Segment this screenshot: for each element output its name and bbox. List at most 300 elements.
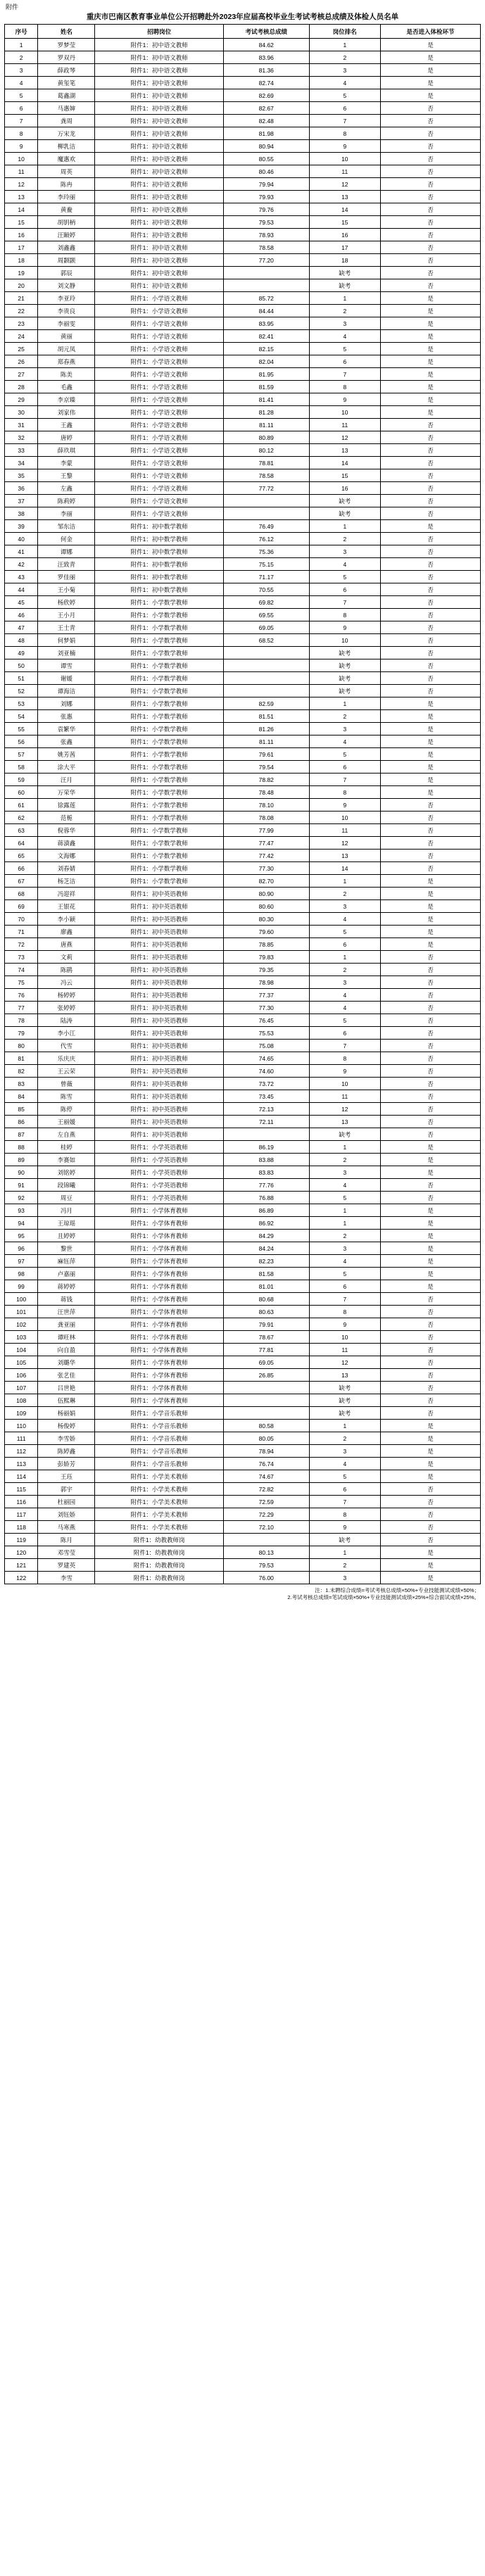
cell-post: 附件1：小学体育教师 [95, 1230, 224, 1242]
cell-index: 79 [5, 1027, 38, 1040]
cell-rank: 2 [309, 51, 380, 64]
cell-index: 71 [5, 926, 38, 938]
cell-rank: 1 [309, 1217, 380, 1230]
cell-pass: 是 [381, 748, 481, 761]
cell-post: 附件1：小学体育教师 [95, 1318, 224, 1331]
cell-index: 35 [5, 469, 38, 482]
table-row [5, 976, 481, 989]
table-row [5, 368, 481, 381]
cell-post: 附件1：小学美术教师 [95, 1483, 224, 1496]
cell-score: 78.81 [223, 457, 309, 469]
table-row [5, 545, 481, 558]
cell-name: 李丽雯 [38, 317, 95, 330]
cell-pass: 否 [381, 1483, 481, 1496]
cell-score: 80.68 [223, 1293, 309, 1306]
cell-index: 88 [5, 1141, 38, 1154]
cell-name: 乐庆庆 [38, 1052, 95, 1065]
cell-score: 72.11 [223, 1116, 309, 1128]
cell-score: 80.30 [223, 913, 309, 926]
cell-rank: 10 [309, 1078, 380, 1090]
cell-index: 26 [5, 355, 38, 368]
cell-index: 86 [5, 1116, 38, 1128]
cell-score: 82.67 [223, 102, 309, 115]
cell-rank: 9 [309, 1521, 380, 1534]
cell-score: 81.95 [223, 368, 309, 381]
cell-post: 附件1：初中语文教师 [95, 89, 224, 102]
table-row [5, 1470, 481, 1483]
cell-name: 葛鑫湖 [38, 89, 95, 102]
table-row [5, 305, 481, 317]
cell-rank: 4 [309, 1255, 380, 1268]
cell-score: 81.01 [223, 1280, 309, 1293]
cell-post: 附件1：小学体育教师 [95, 1217, 224, 1230]
cell-rank: 缺考 [309, 267, 380, 279]
cell-post: 附件1：幼教教师岗 [95, 1572, 224, 1584]
cell-index: 46 [5, 609, 38, 621]
cell-post: 附件1：小学语文教师 [95, 317, 224, 330]
cell-rank: 5 [309, 571, 380, 583]
cell-pass: 否 [381, 976, 481, 989]
cell-rank: 14 [309, 457, 380, 469]
cell-name: 何梦娟 [38, 634, 95, 647]
cell-name: 谭娜 [38, 545, 95, 558]
cell-pass: 是 [381, 1432, 481, 1445]
cell-index: 122 [5, 1572, 38, 1584]
cell-index: 24 [5, 330, 38, 343]
table-row [5, 1154, 481, 1166]
cell-index: 61 [5, 799, 38, 812]
cell-name: 柳乳洁 [38, 140, 95, 153]
cell-pass: 否 [381, 1496, 481, 1508]
cell-score: 85.72 [223, 292, 309, 305]
cell-rank: 3 [309, 976, 380, 989]
cell-post: 附件1：小学语文教师 [95, 507, 224, 520]
table-row [5, 102, 481, 115]
cell-index: 40 [5, 533, 38, 545]
cell-post: 附件1：初中语文教师 [95, 64, 224, 77]
cell-name: 张鑫 [38, 735, 95, 748]
cell-score: 74.67 [223, 1470, 309, 1483]
cell-rank: 1 [309, 292, 380, 305]
cell-pass: 否 [381, 267, 481, 279]
cell-index: 18 [5, 254, 38, 267]
cell-score: 78.58 [223, 241, 309, 254]
cell-index: 43 [5, 571, 38, 583]
cell-index: 34 [5, 457, 38, 469]
cell-score: 77.47 [223, 837, 309, 850]
cell-pass: 否 [381, 482, 481, 495]
cell-name: 黄鲞 [38, 203, 95, 216]
cell-score: 80.05 [223, 1432, 309, 1445]
table-row [5, 799, 481, 812]
cell-name: 周英 [38, 165, 95, 178]
cell-index: 59 [5, 774, 38, 786]
cell-score: 78.85 [223, 938, 309, 951]
cell-rank: 4 [309, 735, 380, 748]
cell-pass: 是 [381, 520, 481, 533]
cell-score: 82.74 [223, 77, 309, 89]
cell-pass: 否 [381, 545, 481, 558]
cell-rank: 2 [309, 1432, 380, 1445]
cell-name: 左鑫 [38, 482, 95, 495]
cell-index: 81 [5, 1052, 38, 1065]
cell-score: 76.45 [223, 1014, 309, 1027]
cell-pass: 否 [381, 1065, 481, 1078]
cell-rank: 缺考 [309, 659, 380, 672]
cell-index: 67 [5, 875, 38, 888]
cell-score: 81.51 [223, 710, 309, 723]
cell-score [223, 279, 309, 292]
cell-rank: 1 [309, 1204, 380, 1217]
table-row [5, 216, 481, 229]
cell-score: 81.41 [223, 393, 309, 406]
cell-index: 57 [5, 748, 38, 761]
cell-pass: 是 [381, 1217, 481, 1230]
cell-name: 曾薇 [38, 1078, 95, 1090]
cell-pass: 否 [381, 951, 481, 964]
table-row [5, 685, 481, 697]
cell-post: 附件1：幼教教师岗 [95, 1534, 224, 1546]
cell-name: 王小月 [38, 609, 95, 621]
cell-post: 附件1：初中数学教师 [95, 533, 224, 545]
cell-index: 30 [5, 406, 38, 419]
cell-rank: 缺考 [309, 495, 380, 507]
cell-post: 附件1：小学数学教师 [95, 647, 224, 659]
cell-post: 附件1：小学音乐教师 [95, 1407, 224, 1420]
cell-index: 41 [5, 545, 38, 558]
cell-score [223, 1407, 309, 1420]
cell-name: 陈雪 [38, 1090, 95, 1103]
table-row [5, 343, 481, 355]
cell-pass: 否 [381, 153, 481, 165]
cell-rank: 缺考 [309, 1128, 380, 1141]
cell-score: 77.81 [223, 1344, 309, 1356]
table-row [5, 1572, 481, 1584]
cell-pass: 是 [381, 355, 481, 368]
cell-rank: 2 [309, 964, 380, 976]
table-row [5, 596, 481, 609]
cell-name: 王云荣 [38, 1065, 95, 1078]
cell-rank: 15 [309, 469, 380, 482]
cell-score: 81.11 [223, 735, 309, 748]
cell-name: 李亚玲 [38, 292, 95, 305]
table-row [5, 1268, 481, 1280]
cell-name: 李小颖 [38, 913, 95, 926]
cell-name: 左自燕 [38, 1128, 95, 1141]
table-row [5, 1546, 481, 1559]
cell-pass: 是 [381, 875, 481, 888]
cell-rank: 2 [309, 1230, 380, 1242]
cell-pass: 是 [381, 697, 481, 710]
cell-index: 38 [5, 507, 38, 520]
cell-name: 刘娜 [38, 697, 95, 710]
cell-post: 附件1：小学数学教师 [95, 723, 224, 735]
cell-index: 27 [5, 368, 38, 381]
cell-post: 附件1：小学体育教师 [95, 1293, 224, 1306]
table-row [5, 229, 481, 241]
table-row [5, 469, 481, 482]
table-row [5, 457, 481, 469]
cell-score: 76.12 [223, 533, 309, 545]
cell-index: 119 [5, 1534, 38, 1546]
cell-post: 附件1：小学体育教师 [95, 1382, 224, 1394]
cell-pass: 是 [381, 1154, 481, 1166]
cell-rank: 6 [309, 761, 380, 774]
cell-pass: 否 [381, 1103, 481, 1116]
cell-name: 谭雪 [38, 659, 95, 672]
cell-rank: 3 [309, 1242, 380, 1255]
cell-score: 82.70 [223, 875, 309, 888]
cell-score: 77.20 [223, 254, 309, 267]
cell-score [223, 1394, 309, 1407]
cell-rank: 7 [309, 1496, 380, 1508]
cell-post: 附件1：小学数学教师 [95, 697, 224, 710]
cell-post: 附件1：小学数学教师 [95, 609, 224, 621]
cell-index: 98 [5, 1268, 38, 1280]
cell-post: 附件1：小学语文教师 [95, 368, 224, 381]
cell-post: 附件1：初中英语教师 [95, 1040, 224, 1052]
cell-index: 66 [5, 862, 38, 875]
cell-pass: 是 [381, 1420, 481, 1432]
cell-post: 附件1：小学语文教师 [95, 393, 224, 406]
cell-score: 81.26 [223, 723, 309, 735]
cell-post: 附件1：小学体育教师 [95, 1280, 224, 1293]
cell-rank: 8 [309, 609, 380, 621]
cell-name: 且婷婷 [38, 1230, 95, 1242]
cell-score: 78.82 [223, 774, 309, 786]
cell-rank: 1 [309, 951, 380, 964]
cell-name: 李雪 [38, 1572, 95, 1584]
cell-pass: 是 [381, 723, 481, 735]
cell-post: 附件1：小学体育教师 [95, 1204, 224, 1217]
cell-index: 113 [5, 1458, 38, 1470]
cell-name: 刘璐华 [38, 1356, 95, 1369]
cell-index: 65 [5, 850, 38, 862]
cell-pass: 否 [381, 1052, 481, 1065]
cell-score: 84.24 [223, 1242, 309, 1255]
cell-score: 83.88 [223, 1154, 309, 1166]
table-row [5, 1306, 481, 1318]
table-row [5, 241, 481, 254]
cell-name: 向自盈 [38, 1344, 95, 1356]
cell-rank: 10 [309, 812, 380, 824]
cell-index: 48 [5, 634, 38, 647]
cell-score: 79.91 [223, 1318, 309, 1331]
cell-rank: 7 [309, 774, 380, 786]
cell-name: 魔惠欢 [38, 153, 95, 165]
cell-rank: 12 [309, 178, 380, 191]
cell-rank: 1 [309, 520, 380, 533]
column-header-post: 招聘岗位 [95, 25, 224, 39]
cell-name: 张艺佳 [38, 1369, 95, 1382]
cell-name: 袁繁华 [38, 723, 95, 735]
cell-pass: 否 [381, 419, 481, 431]
cell-pass: 否 [381, 1116, 481, 1128]
table-row [5, 786, 481, 799]
cell-pass: 是 [381, 1470, 481, 1483]
cell-post: 附件1：初中语文教师 [95, 178, 224, 191]
cell-score: 82.15 [223, 343, 309, 355]
cell-rank: 16 [309, 229, 380, 241]
cell-pass: 否 [381, 1344, 481, 1356]
cell-rank: 缺考 [309, 279, 380, 292]
cell-rank: 8 [309, 1052, 380, 1065]
cell-rank: 2 [309, 710, 380, 723]
cell-rank: 14 [309, 862, 380, 875]
cell-index: 91 [5, 1179, 38, 1192]
table-row [5, 115, 481, 127]
cell-name: 姚芳茜 [38, 748, 95, 761]
cell-name: 黎世 [38, 1242, 95, 1255]
cell-index: 95 [5, 1230, 38, 1242]
table-row [5, 1027, 481, 1040]
cell-index: 107 [5, 1382, 38, 1394]
table-row [5, 1128, 481, 1141]
cell-index: 36 [5, 482, 38, 495]
cell-post: 附件1：初中英语教师 [95, 964, 224, 976]
cell-rank: 10 [309, 153, 380, 165]
cell-index: 58 [5, 761, 38, 774]
cell-score: 71.17 [223, 571, 309, 583]
cell-pass: 否 [381, 812, 481, 824]
cell-index: 99 [5, 1280, 38, 1293]
cell-post: 附件1：小学体育教师 [95, 1344, 224, 1356]
cell-rank: 1 [309, 39, 380, 51]
attachment-label: 附件 [6, 4, 19, 11]
cell-index: 20 [5, 279, 38, 292]
cell-name: 马寒燕 [38, 1521, 95, 1534]
cell-score [223, 507, 309, 520]
cell-post: 附件1：小学语文教师 [95, 469, 224, 482]
cell-score: 79.93 [223, 191, 309, 203]
cell-name: 杨芝洁 [38, 875, 95, 888]
cell-pass: 否 [381, 647, 481, 659]
cell-name: 李京臻 [38, 393, 95, 406]
cell-pass: 否 [381, 444, 481, 457]
table-row [5, 583, 481, 596]
table-row [5, 1052, 481, 1065]
cell-post: 附件1：初中英语教师 [95, 938, 224, 951]
table-row [5, 1280, 481, 1293]
cell-name: 万宋龙 [38, 127, 95, 140]
cell-index: 56 [5, 735, 38, 748]
cell-rank: 缺考 [309, 1407, 380, 1420]
cell-post: 附件1：初中英语教师 [95, 1027, 224, 1040]
cell-rank: 7 [309, 115, 380, 127]
cell-score: 72.29 [223, 1508, 309, 1521]
cell-index: 11 [5, 165, 38, 178]
cell-name: 王小菊 [38, 583, 95, 596]
cell-index: 54 [5, 710, 38, 723]
cell-post: 附件1：小学数学教师 [95, 596, 224, 609]
cell-index: 92 [5, 1192, 38, 1204]
cell-score: 80.55 [223, 153, 309, 165]
cell-name: 罗佳丽 [38, 571, 95, 583]
cell-pass: 否 [381, 1369, 481, 1382]
cell-rank: 3 [309, 317, 380, 330]
cell-rank: 17 [309, 241, 380, 254]
cell-post: 附件1：小学数学教师 [95, 710, 224, 723]
cell-index: 64 [5, 837, 38, 850]
cell-name: 陈莉婷 [38, 495, 95, 507]
table-row [5, 710, 481, 723]
cell-index: 52 [5, 685, 38, 697]
cell-pass: 否 [381, 254, 481, 267]
cell-score: 75.15 [223, 558, 309, 571]
cell-pass: 否 [381, 1002, 481, 1014]
cell-pass: 是 [381, 735, 481, 748]
cell-name: 刘亚楠 [38, 647, 95, 659]
cell-post: 附件1：初中语文教师 [95, 102, 224, 115]
cell-pass: 否 [381, 862, 481, 875]
cell-pass: 否 [381, 115, 481, 127]
cell-rank: 5 [309, 89, 380, 102]
cell-rank: 4 [309, 77, 380, 89]
cell-index: 19 [5, 267, 38, 279]
cell-name: 杜丽园 [38, 1496, 95, 1508]
cell-score: 83.96 [223, 51, 309, 64]
cell-name: 吕世艳 [38, 1382, 95, 1394]
cell-index: 72 [5, 938, 38, 951]
cell-post: 附件1：初中语文教师 [95, 229, 224, 241]
table-row [5, 279, 481, 292]
cell-pass: 否 [381, 1293, 481, 1306]
cell-pass: 否 [381, 533, 481, 545]
cell-score: 69.55 [223, 609, 309, 621]
cell-name: 涂大平 [38, 761, 95, 774]
cell-index: 17 [5, 241, 38, 254]
cell-post: 附件1：小学音乐教师 [95, 1445, 224, 1458]
cell-index: 62 [5, 812, 38, 824]
cell-score: 70.55 [223, 583, 309, 596]
cell-index: 60 [5, 786, 38, 799]
cell-name: 杨欣婷 [38, 596, 95, 609]
cell-post: 附件1：初中语文教师 [95, 241, 224, 254]
table-row [5, 77, 481, 89]
cell-rank: 8 [309, 381, 380, 393]
cell-rank: 5 [309, 1268, 380, 1280]
table-row [5, 989, 481, 1002]
table-row [5, 393, 481, 406]
cell-post: 附件1：初中语文教师 [95, 165, 224, 178]
cell-score: 75.53 [223, 1027, 309, 1040]
table-row [5, 621, 481, 634]
cell-post: 附件1：小学体育教师 [95, 1268, 224, 1280]
cell-score: 76.88 [223, 1192, 309, 1204]
table-row [5, 292, 481, 305]
table-row [5, 1179, 481, 1192]
cell-rank: 1 [309, 1546, 380, 1559]
table-row [5, 1293, 481, 1306]
table-row [5, 1255, 481, 1268]
cell-index: 78 [5, 1014, 38, 1027]
cell-post: 附件1：初中语文教师 [95, 267, 224, 279]
cell-index: 110 [5, 1420, 38, 1432]
cell-score: 77.72 [223, 482, 309, 495]
cell-name: 段锦曦 [38, 1179, 95, 1192]
cell-pass: 是 [381, 406, 481, 419]
cell-post: 附件1：初中英语教师 [95, 1002, 224, 1014]
table-row [5, 444, 481, 457]
cell-post: 附件1：幼教教师岗 [95, 1546, 224, 1559]
cell-pass: 否 [381, 127, 481, 140]
cell-pass: 否 [381, 431, 481, 444]
cell-name: 王丽媛 [38, 1116, 95, 1128]
cell-post: 附件1：小学体育教师 [95, 1255, 224, 1268]
table-row [5, 824, 481, 837]
cell-pass: 否 [381, 824, 481, 837]
cell-post: 附件1：小学美术教师 [95, 1508, 224, 1521]
